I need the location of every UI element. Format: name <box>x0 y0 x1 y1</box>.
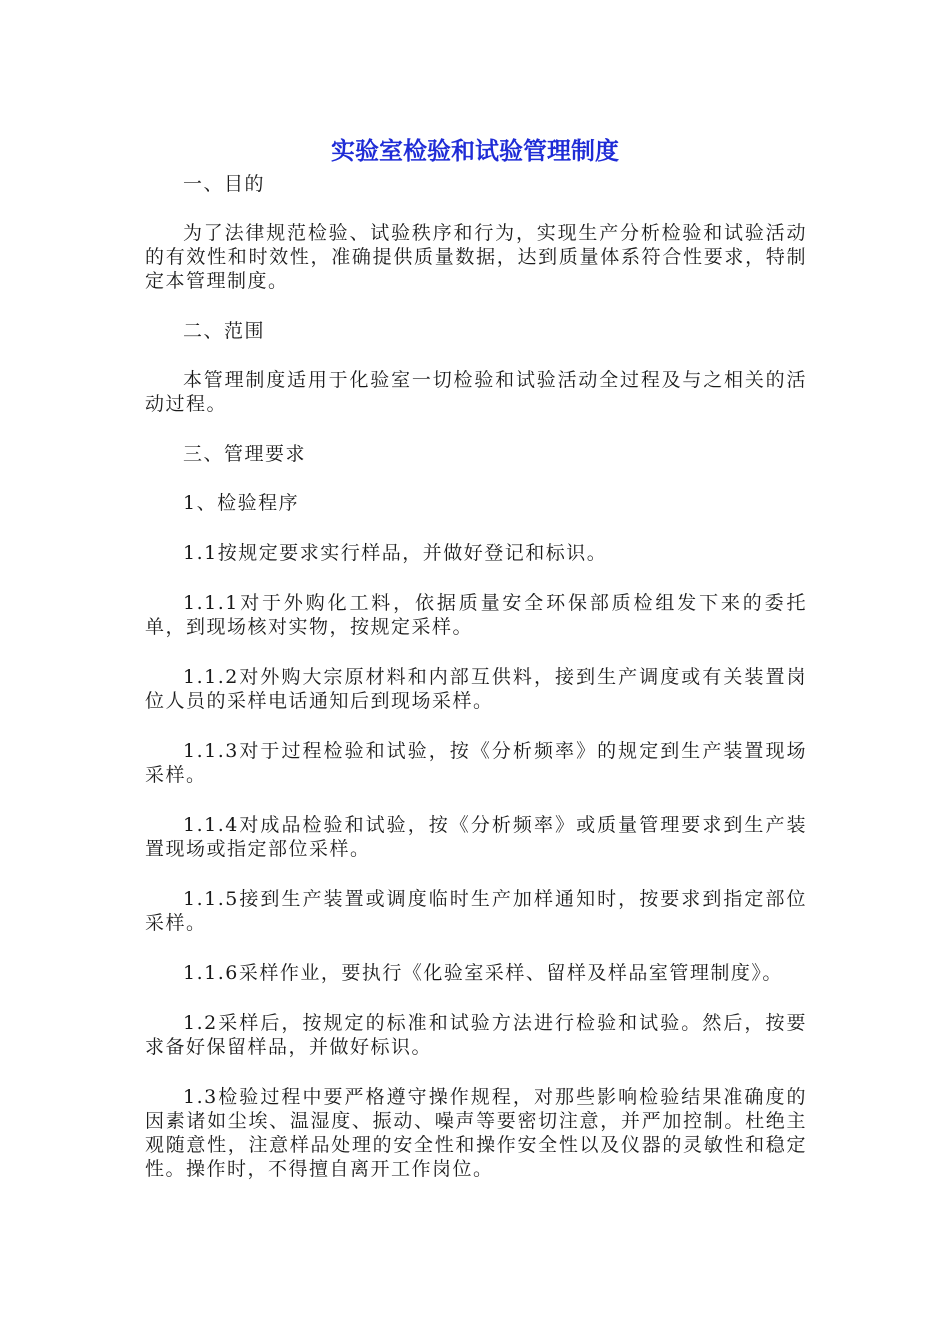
document-title: 实验室检验和试验管理制度 <box>331 137 619 165</box>
section-heading-requirements: 三、管理要求 <box>183 443 307 465</box>
clause-1-1-1: 1.1.1对于外购化工料，依据质量安全环保部质检组发下来的委托单，到现场核对实物，按规定采样。 <box>145 592 807 638</box>
clause-1-3: 1.3检验过程中要严格遵守操作规程，对那些影响检验结果准确度的因素诸如尘埃、温湿度、振动、噪声等要密切注意，并严加控制。杜绝主观随意性，注意样品处理的安全性和操作安全性以及仪器的灵敏性和稳定性。操作时，不得擅自离开工作岗位。 <box>145 1086 807 1180</box>
clause-1-1-5: 1.1.5接到生产装置或调度临时生产加样通知时，按要求到指定部位采样。 <box>145 888 807 934</box>
clause-1-1-4: 1.1.4对成品检验和试验，按《分析频率》或质量管理要求到生产装置现场或指定部位采样。 <box>145 814 807 860</box>
clause-1-1-2: 1.1.2对外购大宗原材料和内部互供料，接到生产调度或有关装置岗位人员的采样电话通知后到现场采样。 <box>145 666 807 712</box>
section-heading-purpose: 一、目的 <box>183 173 266 195</box>
paragraph-purpose: 为了法律规范检验、试验秩序和行为，实现生产分析检验和试验活动的有效性和时效性，准确提供质量数据，达到质量体系符合性要求，特制定本管理制度。 <box>145 222 807 292</box>
section-heading-scope: 二、范围 <box>183 320 266 342</box>
clause-1-1-6: 1.1.6采样作业，要执行《化验室采样、留样及样品室管理制度》。 <box>183 962 783 984</box>
clause-1-1: 1.1按规定要求实行样品，并做好登记和标识。 <box>183 542 608 564</box>
document-body <box>145 172 807 1207</box>
clause-1-1-3: 1.1.3对于过程检验和试验，按《分析频率》的规定到生产装置现场采样。 <box>145 740 807 786</box>
clause-1-2: 1.2采样后，按规定的标准和试验方法进行检验和试验。然后，按要求备好保留样品，并做好标识。 <box>145 1012 807 1058</box>
paragraph-scope: 本管理制度适用于化验室一切检验和试验活动全过程及与之相关的活动过程。 <box>145 369 807 415</box>
subheading-inspection-procedure: 1、检验程序 <box>183 492 300 514</box>
